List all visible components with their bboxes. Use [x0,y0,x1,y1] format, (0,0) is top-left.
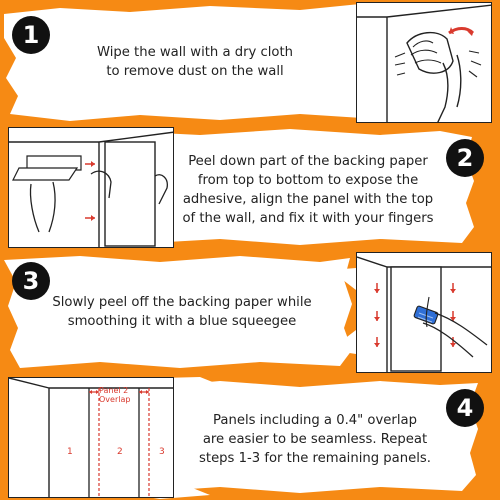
step-1-text [60,43,330,81]
step-3-badge [12,262,50,300]
step-4-line-2: are easier to be seamless. Repeat [202,432,428,447]
overlap-label-line-2: Overlap [99,395,131,404]
step-2-badge [446,139,484,177]
step-4-text [190,411,440,468]
step-3-text [46,293,318,331]
step-1-badge [12,16,50,54]
step-4-number: 4 [456,394,474,422]
step-4-line-3: steps 1-3 for the remaining panels. [199,451,431,466]
step-1-line-2: to remove dust on the wall [106,64,284,79]
step-3-number: 3 [22,267,40,295]
step-2-text [178,152,438,228]
step-2-line-4: of the wall, and fix it with your fingers [182,211,434,226]
step-2-line-2: from top to bottom to expose the [197,173,419,188]
step-3-line-2: smoothing it with a blue squeegee [67,314,297,329]
overlap-label-line-1: Panel 2 [99,386,129,395]
hand-wiping-cloth-illustration [356,2,492,123]
panel-number-3: 3 [159,447,165,457]
step-4-badge [446,389,484,427]
overlap-label [99,386,130,404]
step-1-number: 1 [22,21,40,49]
wall-panels-overlap-diagram [8,377,174,498]
panel-number-1: 1 [67,447,73,457]
step-2-line-1: Peel down part of the backing paper [188,154,428,169]
step-2-line-3: adhesive, align the panel with the top [182,192,434,207]
step-3-line-1: Slowly peel off the backing paper while [52,295,312,310]
hand-squeegee-illustration [356,252,492,373]
step-2-band [0,125,500,250]
step-1-band [0,0,500,125]
hand-peeling-panel-illustration [8,127,174,248]
step-4-band [0,375,500,500]
panel-number-2: 2 [117,447,123,457]
step-2-number: 2 [456,144,474,172]
step-1-line-1: Wipe the wall with a dry cloth [96,45,294,60]
step-4-line-1: Panels including a 0.4" overlap [213,413,417,428]
step-3-band [0,250,500,375]
